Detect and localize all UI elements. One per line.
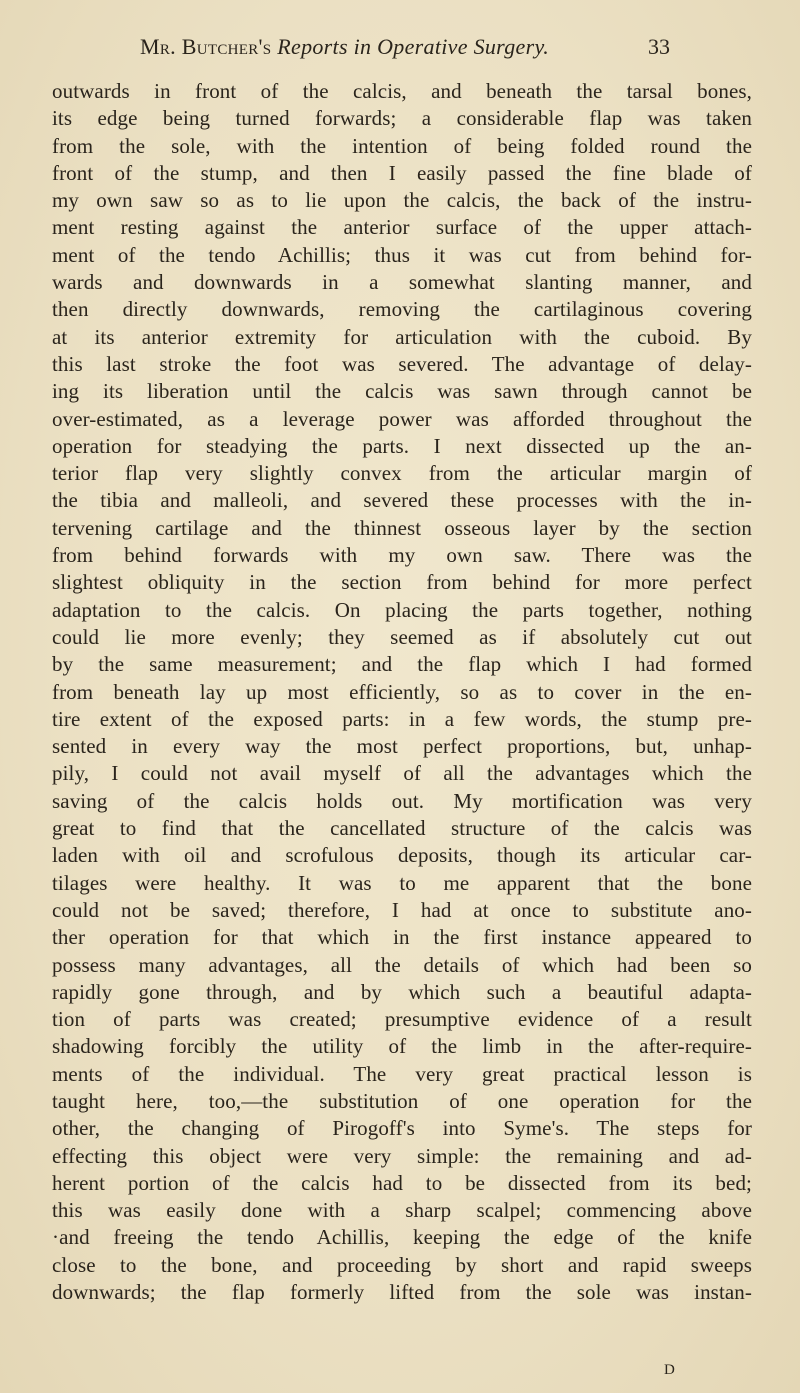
text-line: laden with oil and scrofulous deposits, though its articular car- bbox=[52, 843, 752, 868]
text-line: could lie more evenly; they seemed as if absolutely cut out bbox=[52, 624, 752, 649]
text-line: tervening cartilage and the thinnest osseous layer by the section bbox=[52, 515, 752, 540]
text-line: ·and freeing the tendo Achillis, keeping the edge of the knife bbox=[52, 1225, 752, 1250]
text-line: ments of the individual. The very great practical lesson is bbox=[52, 1061, 752, 1086]
text-line: shadowing forcibly the utility of the limb in the after-require- bbox=[52, 1034, 752, 1059]
text-line: over-estimated, as a leverage power was afforded throughout the bbox=[52, 406, 752, 431]
signature-mark: D bbox=[664, 1362, 676, 1378]
text-line: ment of the tendo Achillis; thus it was cut from behind for- bbox=[52, 242, 752, 267]
text-line: saving of the calcis holds out. My mortification was very bbox=[52, 788, 752, 813]
text-line: possess many advantages, all the details of which had been so bbox=[52, 952, 752, 977]
text-line: its edge being turned forwards; a considerable flap was taken bbox=[52, 106, 752, 131]
text-line: downwards; the flap formerly lifted from the sole was instan- bbox=[52, 1280, 752, 1305]
text-line: tilages were healthy. It was to me apparent that the bone bbox=[52, 870, 752, 895]
text-line: rapidly gone through, and by which such a beautiful adapta- bbox=[52, 979, 752, 1004]
text-line: then directly downwards, removing the cartilaginous covering bbox=[52, 297, 752, 322]
text-line: great to find that the cancellated structure of the calcis was bbox=[52, 816, 752, 841]
text-line: the tibia and malleoli, and severed these processes with the in- bbox=[52, 488, 752, 513]
text-line: terior flap very slightly convex from the articular margin of bbox=[52, 461, 752, 486]
text-line: front of the stump, and then I easily passed the fine blade of bbox=[52, 160, 752, 185]
text-line: by the same measurement; and the flap which I had formed bbox=[52, 652, 752, 677]
text-line: from beneath lay up most efficiently, so as to cover in the en- bbox=[52, 679, 752, 704]
running-head-title: Reports in Operative Surgery. bbox=[277, 34, 550, 59]
text-line: my own saw so as to lie upon the calcis, the back of the instru- bbox=[52, 188, 752, 213]
text-line: adaptation to the calcis. On placing the parts together, nothing bbox=[52, 597, 752, 622]
text-line: slightest obliquity in the section from behind for more perfect bbox=[52, 570, 752, 595]
page-number: 33 bbox=[648, 34, 670, 59]
text-line: taught here, too,—the substitution of one operation for the bbox=[52, 1088, 752, 1113]
text-line: ment resting against the anterior surface of the upper attach- bbox=[52, 215, 752, 240]
text-line: close to the bone, and proceeding by short and rapid sweeps bbox=[52, 1252, 752, 1277]
text-line: effecting this object were very simple: the remaining and ad- bbox=[52, 1143, 752, 1168]
text-line: other, the changing of Pirogoff's into Syme's. The steps for bbox=[52, 1116, 752, 1141]
text-line: this was easily done with a sharp scalpel; commencing above bbox=[52, 1198, 752, 1223]
text-line: from the sole, with the intention of being folded round the bbox=[52, 133, 752, 158]
text-line: operation for steadying the parts. I next dissected up the an- bbox=[52, 433, 752, 458]
text-line: ther operation for that which in the first instance appeared to bbox=[52, 925, 752, 950]
text-line: tire extent of the exposed parts: in a few words, the stump pre- bbox=[52, 706, 752, 731]
text-line: herent portion of the calcis had to be dissected from its bed; bbox=[52, 1170, 752, 1195]
text-line: this last stroke the foot was severed. The advantage of delay- bbox=[52, 351, 752, 376]
text-line: could not be saved; therefore, I had at once to substitute ano- bbox=[52, 897, 752, 922]
running-head-author: Mr. Butcher's bbox=[140, 34, 272, 59]
text-line: from behind forwards with my own saw. There was the bbox=[52, 543, 752, 568]
text-line: ing its liberation until the calcis was sawn through cannot be bbox=[52, 379, 752, 404]
text-line: tion of parts was created; presumptive evidence of a result bbox=[52, 1007, 752, 1032]
text-line: at its anterior extremity for articulation with the cuboid. By bbox=[52, 324, 752, 349]
text-line: sented in every way the most perfect proportions, but, unhap- bbox=[52, 734, 752, 759]
text-line: wards and downwards in a somewhat slanting manner, and bbox=[52, 270, 752, 295]
text-line: outwards in front of the calcis, and beneath the tarsal bones, bbox=[52, 79, 752, 103]
text-line: pily, I could not avail myself of all the advantages which the bbox=[52, 761, 752, 786]
body-text bbox=[52, 78, 752, 1306]
running-head bbox=[140, 34, 620, 60]
